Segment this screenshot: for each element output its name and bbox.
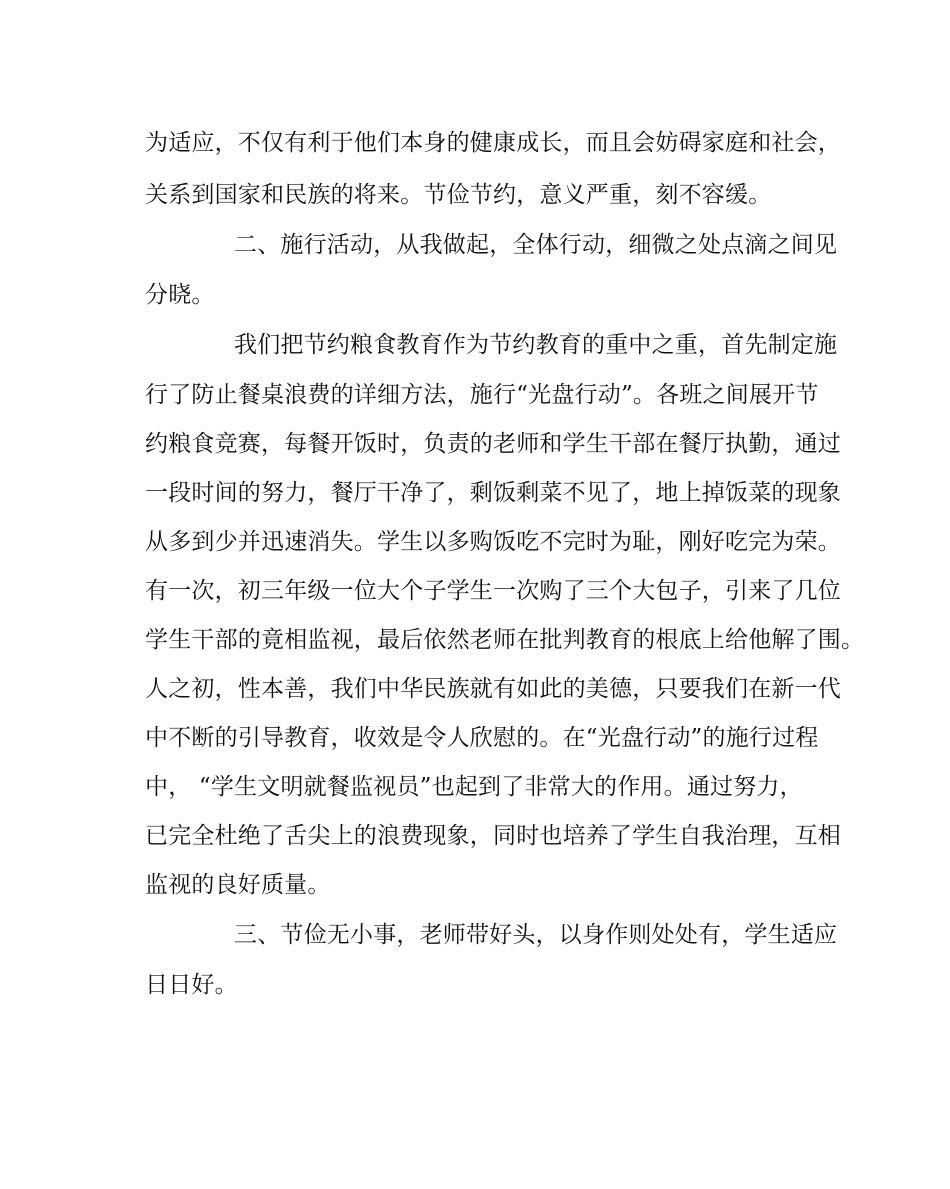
section-heading-line: 三、节俭无小事，老师带好头，以身作则处处有，学生适应 <box>234 922 838 948</box>
body-text-line: 约粮食竞赛，每餐开饭时，负责的老师和学生干部在餐厅执勤，通过 <box>145 431 841 457</box>
body-text-line: 中， “学生文明就餐监视员”也起到了非常大的作用。通过努力， <box>145 774 803 800</box>
paragraph-first-line: 我们把节约粮食教育作为节约教育的重中之重，首先制定施 <box>234 332 838 358</box>
body-text-line: 有一次，初三年级一位大个子学生一次购了三个大包子，引来了几位 <box>145 578 841 604</box>
body-text-line: 人之初，性本善，我们中华民族就有如此的美德，只要我们在新一代 <box>145 676 841 702</box>
body-text-line: 监视的良好质量。 <box>145 872 331 898</box>
body-text-line: 中不断的引导教育，收效是令人欣慰的。在“光盘行动”的施行过程 <box>145 725 819 751</box>
body-text-line: 关系到国家和民族的将来。节俭节约，意义严重，刻不容缓。 <box>145 182 772 208</box>
section-heading-line: 分晓。 <box>145 282 215 308</box>
body-text-line: 一段时间的努力，餐厅干净了，剩饭剩菜不见了，地上掉饭菜的现象 <box>145 480 841 506</box>
section-heading-line: 日日好。 <box>145 972 238 998</box>
body-text-line: 学生干部的竟相监视，最后依然老师在批判教育的根底上给他解了围。 <box>145 627 865 653</box>
section-heading-line: 二、施行活动，从我做起，全体行动，细微之处点滴之间见 <box>234 232 838 258</box>
body-text-line: 为适应，不仅有利于他们本身的健康成长，而且会妨碍家庭和社会， <box>145 130 841 156</box>
body-text-line: 已完全杜绝了舌尖上的浪费现象，同时也培养了学生自我治理，互相 <box>145 823 841 849</box>
body-text-line: 行了防止餐桌浪费的详细方法，施行“光盘行动”。各班之间展开节 <box>145 382 819 408</box>
body-text-line: 从多到少并迅速消失。学生以多购饭吃不完时为耻，刚好吃完为荣。 <box>145 529 841 555</box>
